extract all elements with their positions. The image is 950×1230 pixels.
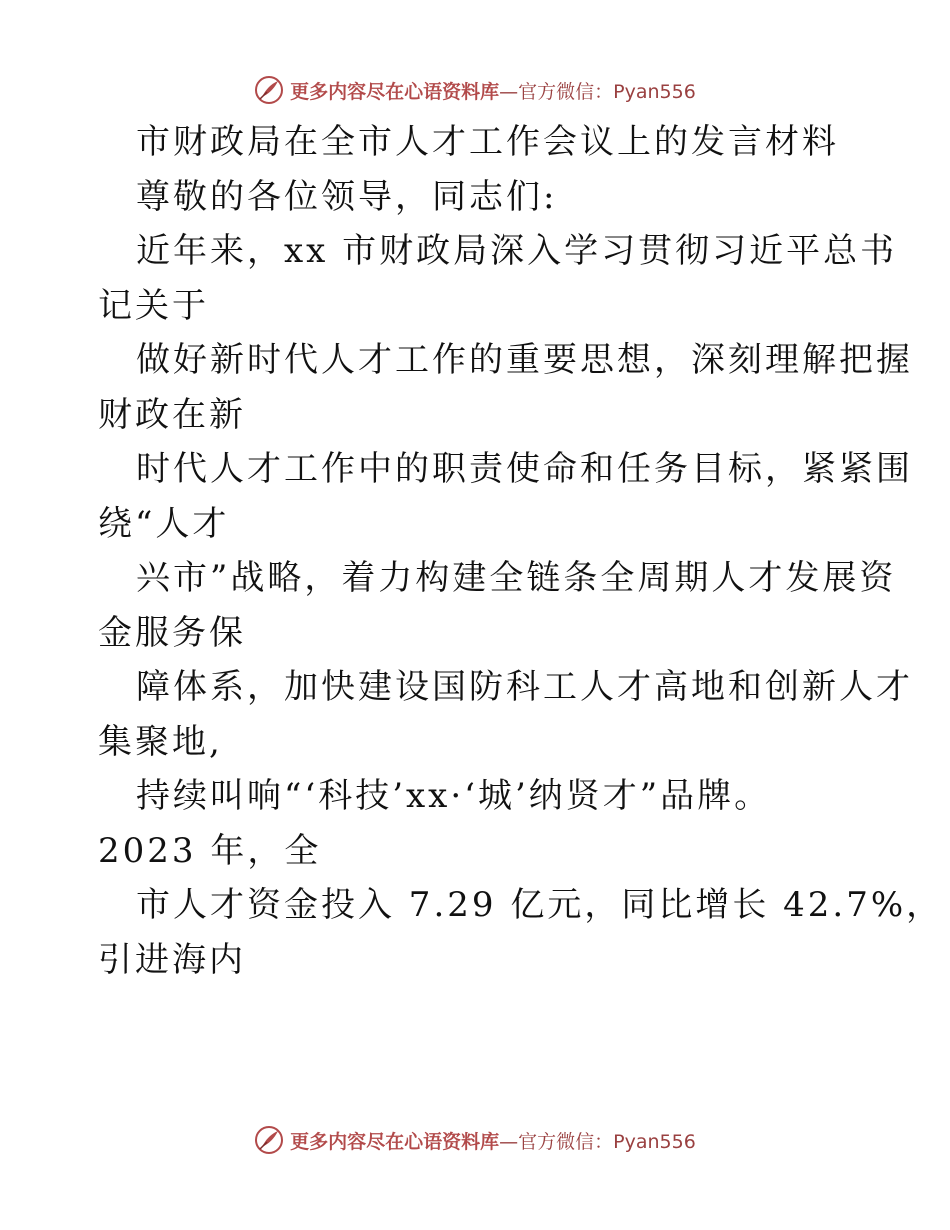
paragraph-line: 记关于 bbox=[98, 285, 209, 326]
paragraph-line: 集聚地, bbox=[98, 721, 223, 762]
watermark-dash: — bbox=[499, 1130, 519, 1153]
feather-quill-icon bbox=[254, 1125, 284, 1155]
salutation: 尊敬的各位领导，同志们: bbox=[136, 176, 558, 217]
paragraph-line: 市人才资金投入 7.29 亿元，同比增长 42.7%， bbox=[136, 885, 944, 925]
watermark-suffix: 官方微信：Pyan556 bbox=[518, 80, 696, 103]
doc-title: 市财政局在全市人才工作会议上的发言材料 bbox=[136, 122, 839, 162]
footer-watermark bbox=[0, 1120, 950, 1160]
watermark-text bbox=[290, 77, 696, 104]
document-body bbox=[98, 120, 944, 992]
paragraph-line: 障体系，加快建设国防科工人才高地和创新人才 bbox=[136, 667, 913, 707]
watermark-dash: — bbox=[499, 80, 519, 103]
watermark-brand: 更多内容尽在心语资料库 bbox=[290, 1130, 500, 1153]
header-watermark bbox=[0, 70, 950, 110]
watermark-text bbox=[290, 1127, 696, 1154]
watermark-brand: 更多内容尽在心语资料库 bbox=[290, 80, 500, 103]
paragraph-line: 财政在新 bbox=[98, 394, 246, 435]
paragraph-line: 持续叫响“‘科技’xx·‘城’纳贤才”品牌。 bbox=[136, 776, 772, 816]
paragraph-line: 近年来，xx 市财政局深入学习贯彻习近平总书 bbox=[136, 231, 898, 271]
paragraph-line: 引进海内 bbox=[98, 939, 246, 980]
paragraph-line: 2023 年，全 bbox=[98, 830, 322, 871]
paragraph-line: 兴市”战略，着力构建全链条全周期人才发展资 bbox=[136, 558, 897, 598]
feather-quill-icon bbox=[254, 75, 284, 105]
paragraph-line: 做好新时代人才工作的重要思想，深刻理解把握 bbox=[136, 340, 913, 380]
watermark-suffix: 官方微信：Pyan556 bbox=[518, 1130, 696, 1153]
paragraph-line: 绕“人才 bbox=[98, 503, 230, 544]
paragraph-line: 时代人才工作中的职责使命和任务目标，紧紧围 bbox=[136, 449, 913, 489]
paragraph-line: 金服务保 bbox=[98, 612, 246, 653]
